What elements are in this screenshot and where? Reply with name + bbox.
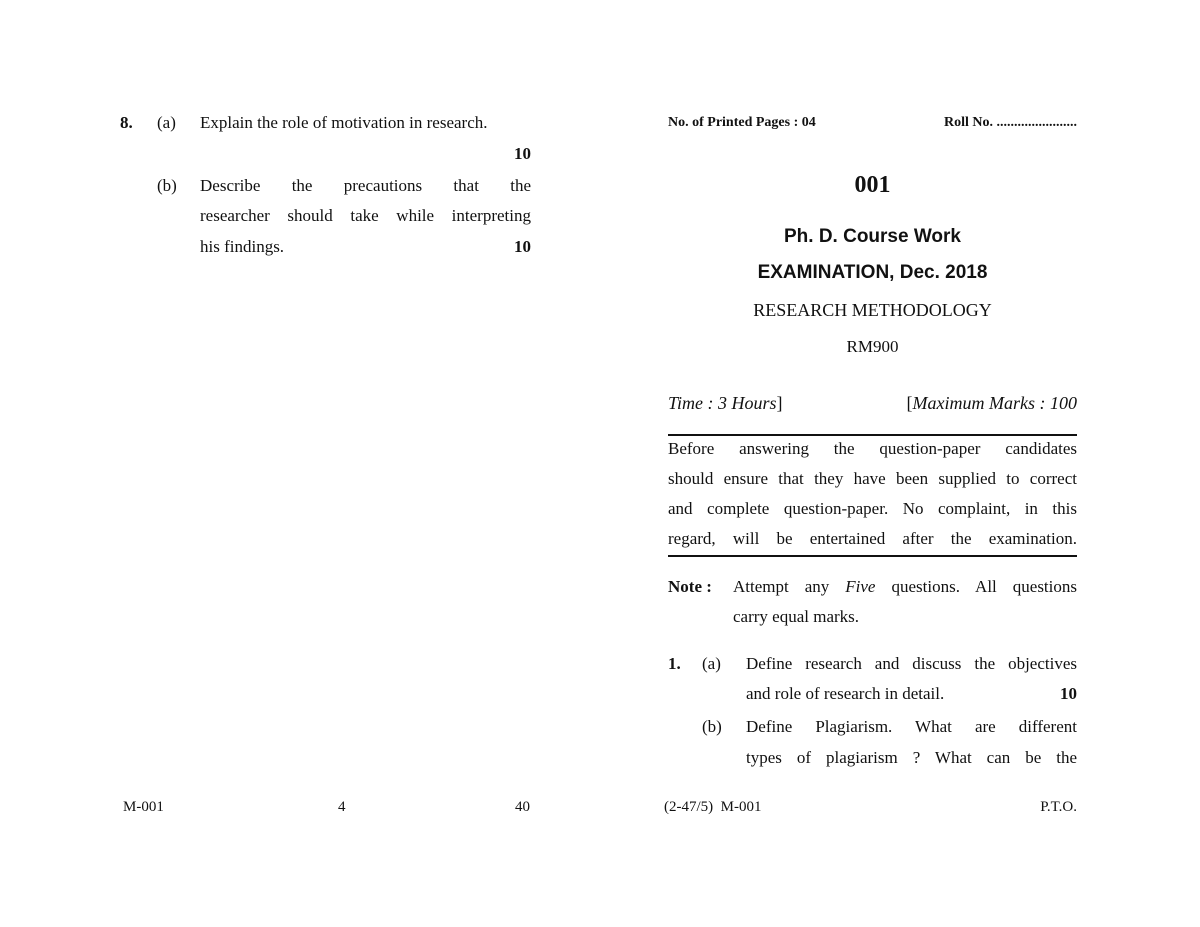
pto-label: P.T.O. xyxy=(1040,799,1077,815)
instructions-top-rule xyxy=(668,434,1077,436)
question-1a-label: (a) xyxy=(702,654,721,673)
left-footer-count: 40 xyxy=(515,799,530,815)
question-8b-line-1: Describe the precautions that the xyxy=(200,176,531,195)
question-1a-line-2: and role of research in detail. xyxy=(746,684,945,703)
question-8b-line-2: researcher should take while interpreting xyxy=(200,206,531,225)
question-8b-line-3: his findings. xyxy=(200,237,285,256)
left-footer-page-number: 4 xyxy=(338,799,346,815)
question-8a-label: (a) xyxy=(157,113,176,132)
instructions-line-4: regard, will be entertained after the examination. xyxy=(668,529,1077,548)
instructions-line-1: Before answering the question-paper candidates xyxy=(668,439,1077,458)
printed-pages: No. of Printed Pages : 04 xyxy=(668,115,816,130)
instructions-bottom-rule xyxy=(668,555,1077,557)
question-1b-label: (b) xyxy=(702,717,722,736)
question-1b-line-1: Define Plagiarism. What are different xyxy=(746,717,1077,736)
question-1a-line-1: Define research and discuss the objectives xyxy=(746,654,1077,673)
paper-code: 001 xyxy=(854,172,891,198)
course-title: Ph. D. Course Work xyxy=(783,226,961,247)
subject-code: RM900 xyxy=(846,337,899,356)
note-label: Note : xyxy=(668,577,712,596)
question-8b-label: (b) xyxy=(157,176,177,195)
note-line-1: Attempt any Five questions. All questions xyxy=(733,577,1077,596)
question-1b-line-2: types of plagiarism ? What can be the xyxy=(746,748,1077,767)
exam-title: EXAMINATION, Dec. 2018 xyxy=(757,262,988,283)
question-1-number: 1. xyxy=(668,654,681,673)
roll-number: Roll No. ....................... xyxy=(944,115,1077,130)
question-8-number: 8. xyxy=(120,113,133,132)
instructions-line-2: should ensure that they have been supplied to correct xyxy=(668,469,1077,488)
note-line-2: carry equal marks. xyxy=(733,607,860,626)
instructions-line-3: and complete question-paper. No complaint, in this xyxy=(668,499,1077,518)
question-1a-marks: 10 xyxy=(1060,684,1077,703)
question-8a-marks: 10 xyxy=(514,144,531,163)
subject-title: RESEARCH METHODOLOGY xyxy=(753,300,992,320)
question-8b-marks: 10 xyxy=(514,237,531,256)
maximum-marks: [Maximum Marks : 100 xyxy=(906,393,1077,413)
right-footer-code: (2-47/5) M-001 xyxy=(664,799,762,815)
question-8a-text: Explain the role of motivation in research. xyxy=(200,113,488,132)
left-footer-code: M-001 xyxy=(123,799,164,815)
time-allowed: Time : 3 Hours] xyxy=(668,393,783,413)
